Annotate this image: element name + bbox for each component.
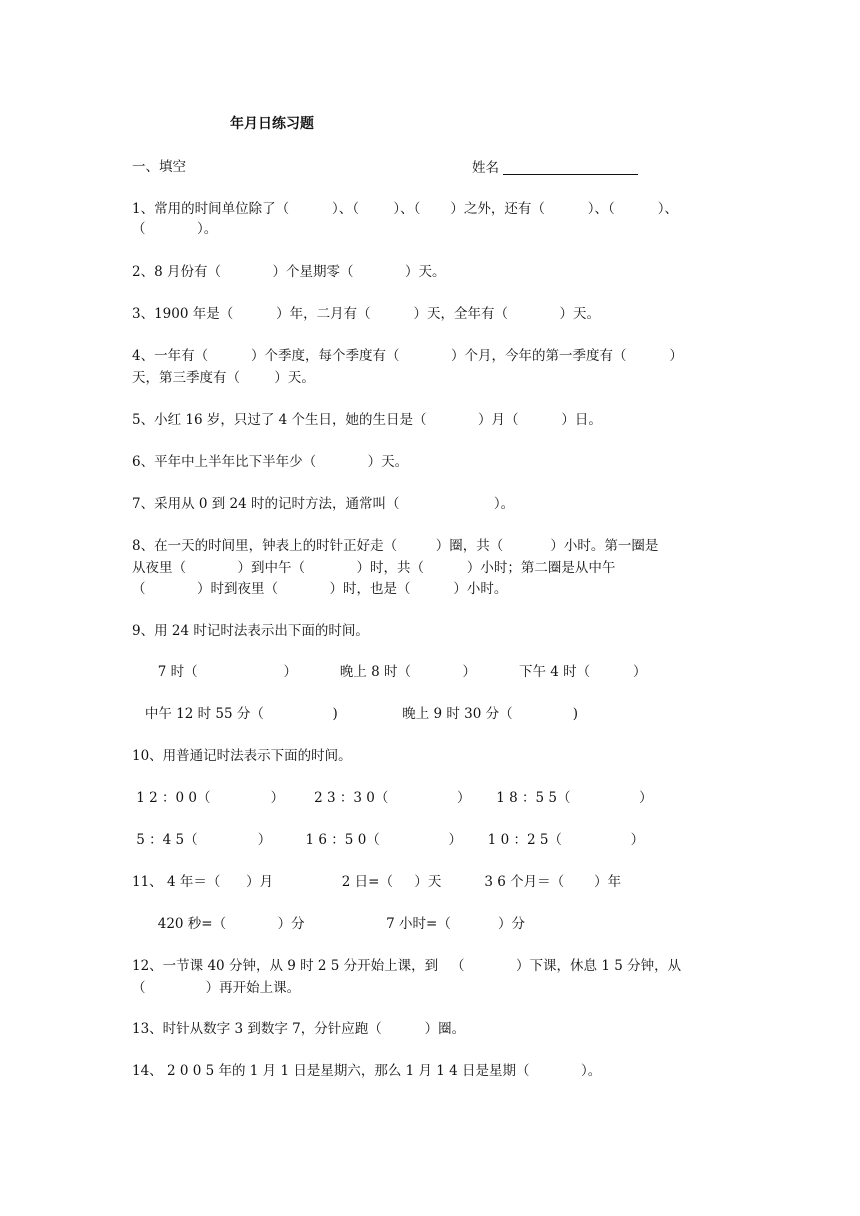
question-1-line-2: （ ）。: [132, 221, 218, 237]
question-11-row-1: 11、 4 年＝（ ）月 2 日=（ ）天 3 6 个月＝（ ）年: [132, 874, 622, 890]
question-2: 2、8 月份有（ ）个星期零（ ）天。: [132, 264, 446, 280]
question-13: 13、时针从数字 3 到数字 7，分针应跑（ ）圈。: [132, 1021, 466, 1037]
question-12-line-1: 12、一节课 40 分钟，从 9 时 2 5 分开始上课，到 （ ）下课，休息 1 5 分钟，从: [132, 958, 682, 974]
question-10-row-2: 5 ：4 5（ ） 1 6 ：5 0（ ） 1 0 ：2 5（ ）: [132, 832, 645, 848]
question-12-line-2: （ ）再开始上课。: [132, 980, 301, 996]
section-heading: 一、填空: [132, 159, 186, 175]
question-4-line-1: 4、一年有（ ）个季度，每个季度有（ ）个月，今年的第一季度有（ ）: [132, 348, 683, 364]
question-1-line-1: 1、常用的时间单位除了（ ）、（ ）、（ ）之外，还有（ ）、（ ）、: [132, 201, 678, 217]
question-10: 10、用普通记时法表示下面的时间。: [132, 748, 352, 764]
question-9: 9、用 24 时记时法表示出下面的时间。: [132, 623, 369, 639]
name-blank-line: [503, 174, 638, 175]
page-title: 年月日练习题: [230, 116, 314, 132]
question-11-row-2: 420 秒=（ ）分 7 小时=（ ）分: [132, 916, 526, 932]
question-7: 7、采用从 0 到 24 时的记时方法，通常叫（ ）。: [132, 496, 515, 512]
name-label: 姓名: [472, 160, 499, 176]
question-8-line-1: 8、在一天的时间里，钟表上的时针正好走（ ）圈，共（ ）小时。第一圈是: [132, 538, 659, 554]
question-4-line-2: 天，第三季度有（ ）天。: [132, 370, 315, 386]
question-9-row-2: 中午 12 时 55 分（ ) 晚上 9 时 30 分（ ): [132, 706, 578, 722]
question-8-line-2: 从夜里（ ）到中午（ ）时，共（ ）小时；第二圈是从中午: [132, 560, 616, 576]
question-9-row-1: 7 时（ ） 晚上 8 时（ ） 下午 4 时（ ）: [132, 664, 647, 680]
question-14: 14、 2 0 0 5 年的 1 月 1 日是星期六，那么 1 月 1 4 日是星期（ ）。: [132, 1063, 602, 1079]
question-8-line-3: （ ）时到夜里（ ）时，也是（ ）小时。: [132, 581, 508, 597]
question-5: 5、小红 16 岁，只过了 4 个生日，她的生日是（ ）月（ ）日。: [132, 412, 602, 428]
question-10-row-1: 1 2 ：0 0（ ） 2 3 ：3 0（ ） 1 8 ：5 5（ ）: [132, 790, 653, 806]
question-6: 6、平年中上半年比下半年少（ ）天。: [132, 454, 409, 470]
question-3: 3、1900 年是（ ）年，二月有（ ）天，全年有（ ）天。: [132, 306, 601, 322]
